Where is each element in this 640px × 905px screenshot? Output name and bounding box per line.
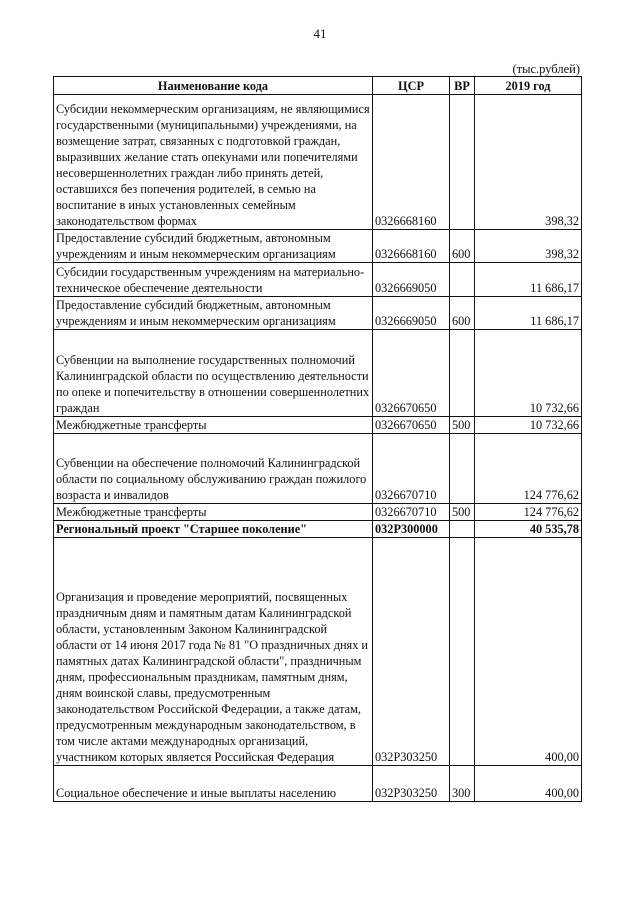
row-amount: 398,32 — [475, 230, 582, 263]
row-name: Предоставление субсидий бюджетным, автономным учреждениям и иным некоммерческим организациям — [54, 230, 373, 263]
budget-table — [53, 76, 582, 802]
row-amount: 400,00 — [475, 538, 582, 766]
row-csr: 032P300000 — [373, 521, 450, 538]
row-vr — [450, 95, 475, 230]
row-name: Субсидии некоммерческим организациям, не являющимися государственными (муниципальными) учреждениями, на возмещение затрат, связанных с подготовкой граждан, выразивших желание стать опекунами или попечителями несовершеннолетних граждан либо принять детей, оставшихся без попечения родителей, в семью на воспитание в иных установленных семейным законодательством формах — [54, 95, 373, 230]
table-row — [54, 263, 582, 297]
row-csr: 0326668160 — [373, 95, 450, 230]
row-amount: 400,00 — [475, 766, 582, 802]
table-row — [54, 297, 582, 330]
row-csr: 0326668160 — [373, 230, 450, 263]
row-csr: 032P303250 — [373, 766, 450, 802]
header-year: 2019 год — [475, 77, 582, 95]
row-name: Субвенции на выполнение государственных полномочий Калининградской области по осуществлению деятельности по опеке и попечительству в отношении совершеннолетних граждан — [54, 330, 373, 417]
row-amount: 398,32 — [475, 95, 582, 230]
row-name: Региональный проект "Старшее поколение" — [54, 521, 373, 538]
row-amount: 10 732,66 — [475, 330, 582, 417]
row-csr: 032P303250 — [373, 538, 450, 766]
header-vr: ВР — [450, 77, 475, 95]
row-vr: 300 — [450, 766, 475, 802]
row-csr: 0326670710 — [373, 434, 450, 504]
row-csr: 0326670650 — [373, 330, 450, 417]
row-vr — [450, 263, 475, 297]
table-row — [54, 417, 582, 434]
row-csr: 0326670650 — [373, 417, 450, 434]
row-name: Межбюджетные трансферты — [54, 417, 373, 434]
table-row — [54, 538, 582, 766]
header-name: Наименование кода — [54, 77, 373, 95]
row-amount: 11 686,17 — [475, 297, 582, 330]
row-vr: 500 — [450, 417, 475, 434]
units-label: (тыс.рублей) — [512, 62, 580, 76]
table-row — [54, 95, 582, 230]
table-row — [54, 521, 582, 538]
row-amount: 10 732,66 — [475, 417, 582, 434]
row-amount: 40 535,78 — [475, 521, 582, 538]
row-vr — [450, 521, 475, 538]
table-row — [54, 504, 582, 521]
row-name: Субсидии государственным учреждениям на материально-техническое обеспечение деятельности — [54, 263, 373, 297]
row-amount: 124 776,62 — [475, 504, 582, 521]
row-name: Социальное обеспечение и иные выплаты населению — [54, 766, 373, 802]
row-name: Предоставление субсидий бюджетным, автономным учреждениям и иным некоммерческим организациям — [54, 297, 373, 330]
table-header-row — [54, 77, 582, 95]
row-name: Организация и проведение мероприятий, посвященных праздничным дням и памятным датам Калининградской области, установленным Законом Калининградской области от 14 июня 2017 года № 81 "О праздничных днях и памятных датах Калининградской области", праздничным дням, профессиональным праздникам, памятным дням, дням воинской славы, предусмотренным законодательством Российской Федерации, а также датам, предусмотренным международным законодательством, в том числе актами международных организаций, участником которых является Российская Федерация — [54, 538, 373, 766]
row-vr — [450, 538, 475, 766]
page-number: 41 — [313, 26, 327, 41]
row-csr: 0326669050 — [373, 297, 450, 330]
row-name: Субвенции на обеспечение полномочий Калининградской области по социальному обслуживанию граждан пожилого возраста и инвалидов — [54, 434, 373, 504]
row-csr: 0326670710 — [373, 504, 450, 521]
row-name: Межбюджетные трансферты — [54, 504, 373, 521]
row-vr: 600 — [450, 297, 475, 330]
row-csr: 0326669050 — [373, 263, 450, 297]
row-vr — [450, 330, 475, 417]
table-row — [54, 434, 582, 504]
row-vr: 600 — [450, 230, 475, 263]
row-amount: 11 686,17 — [475, 263, 582, 297]
table-row — [54, 330, 582, 417]
row-vr: 500 — [450, 504, 475, 521]
header-csr: ЦСР — [373, 77, 450, 95]
table-row — [54, 230, 582, 263]
table-row — [54, 766, 582, 802]
row-vr — [450, 434, 475, 504]
row-amount: 124 776,62 — [475, 434, 582, 504]
